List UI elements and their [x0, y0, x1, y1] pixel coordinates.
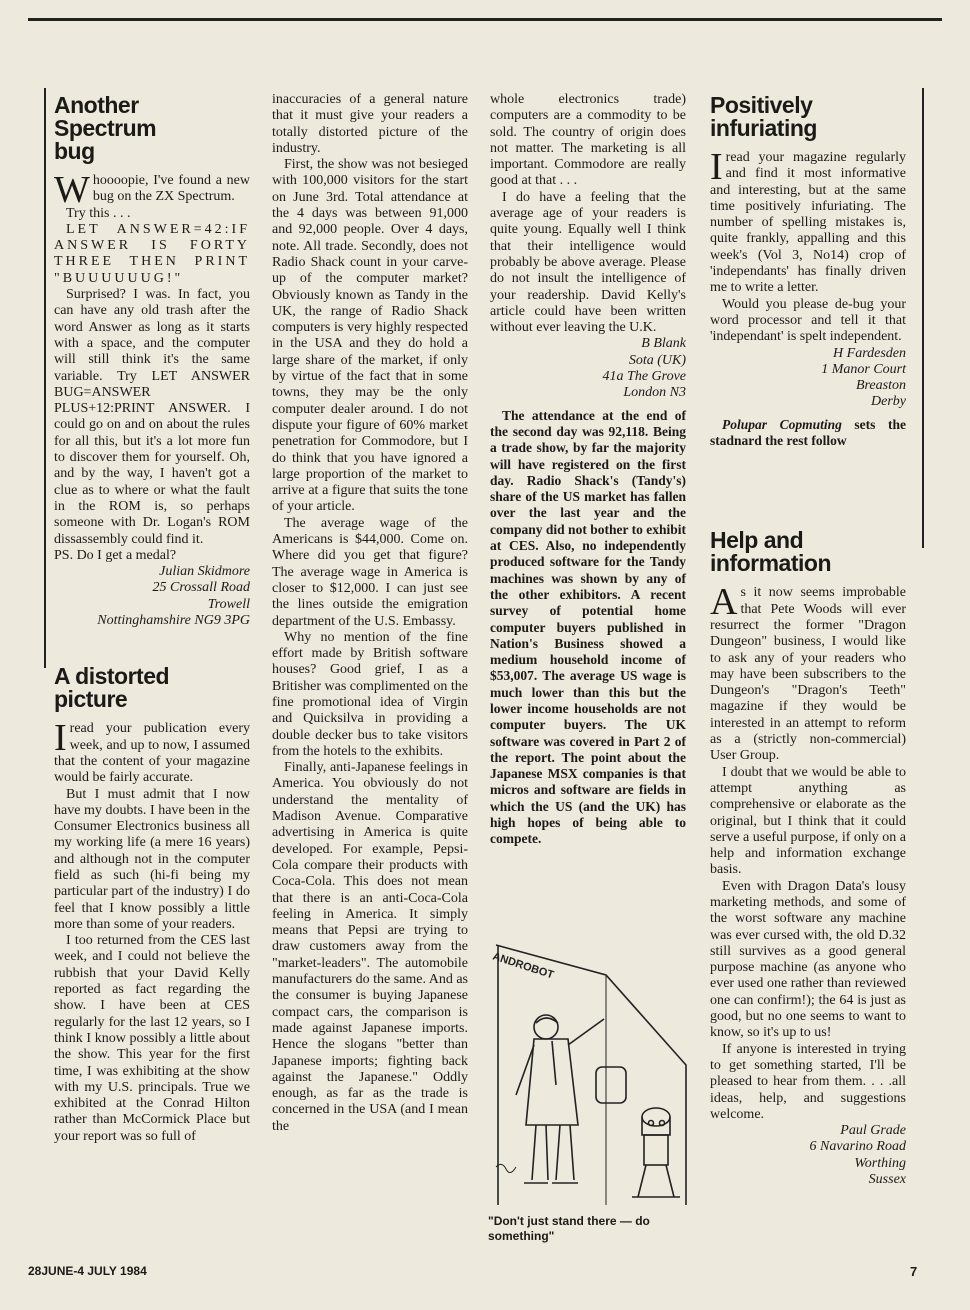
distorted-para: inaccuracies of a general nature that it must give your readers a totally distorted picture of the industry. — [272, 92, 468, 156]
column-4 — [710, 92, 906, 1188]
drop-cap: W — [54, 169, 90, 211]
signature-line: Derby — [871, 394, 906, 410]
signature-line: 6 Navarino Road — [809, 1139, 906, 1155]
signature-line: Worthing — [854, 1155, 906, 1171]
page-number: 7 — [910, 1264, 918, 1279]
footer-date: 28JUNE-4 JULY 1984 — [28, 1264, 147, 1278]
distorted-para: But I must admit that I now have my doubts. I have been in the Consumer Electronics business all my working life (a mere 16 years) and although not in the computer field as such (hi-fi being my particular part of the industry) I do feel that I know possibly a little more than some of your readers. — [54, 786, 250, 932]
distorted-para: I too returned from the CES last week, and I could not believe the rubbish that your David Kelly reported as fact regarding the show. I have been at CES regularly for the last 12 years, so I think I know possibly a little about the show. This year for the first time, I was exhibiting at the show with my U.S. principals. True we exhibited at the Conrad Hilton rather than McCormick Place but your report was so full of — [54, 933, 250, 1144]
column-1 — [54, 92, 250, 1145]
column-rule-right — [922, 88, 924, 548]
signature-line: B Blank — [641, 336, 686, 352]
distorted-para: Why no mention of the fine effort made by British software houses? Good grief, I as a Britisher was complimented on the fine promotional idea of Virgin and Quicksilva in providing a double decker bus to take visitors from the hotels to the exhibits. — [272, 629, 468, 759]
spectrum-bug-para: Try this . . . — [66, 205, 131, 221]
spectrum-bug-para: Surprised? I was. In fact, you can have any old trash after the word Answer as long as it starts with a space, and the computer will still think it's the same variable. Try LET ANSWER BUG=ANSWER PLUS+12:PRINT ANSWER. I could go on and on about the rules for all this, but it's a lot more fun to discover them for yourself. Oh, and by the way, I haven't got a clue as to where or what the fault in the ROM is, so perhaps someone with Dr. Logan's ROM dissassembly could find it. — [54, 287, 250, 547]
drop-cap: I — [54, 717, 67, 760]
signature-line: Trowell — [207, 596, 250, 612]
cartoon-drawing — [486, 935, 708, 1215]
column-2 — [272, 92, 468, 1135]
distorted-para: Finally, anti-Japanese feelings in America. You obviously do not understand the mentality of Madison Avenue. Comparative advertising in America is quite developed. For example, Pepsi-Cola compare their products with Coca-Cola. This does not mean that there is an anti-Coca-Cola feeling in America. It simply means that Pepsi are trying to draw customers away from the "market-leaders". The automobile manufacturers do the same. And as the consumer is buying Japanese compact cars, the comparison is made against Japanese imports. Hence the slogans "better than Japanese imports; fighting back against the Japanese." Oddly enough, as far as the trade is concerned in the USA (and I mean the — [272, 760, 468, 1134]
distorted-para: I do have a feeling that the average age of your readers is quite young. Equally well I think that their intelligence would probably be above average. Please do not insult the intelligence of your readership. David Kelly's article could have been written without ever leaving the U.K. — [490, 189, 686, 336]
cartoon-illustration — [486, 935, 708, 1215]
editor-reply: Polupar Copmuting sets the stadnard the rest follow — [710, 416, 906, 449]
signature-line: Sota (UK) — [628, 352, 686, 368]
article-title-distorted: A distorted picture — [54, 663, 170, 713]
distorted-para: First, the show was not besieged with 100,000 visitors for the start on June 3rd. Total attendance at the 4 days was between 91,000 and 92,000 people. Over 4 days, note. All trade. Secondly, does not Radio Shack count in your carve-up of the computer market? Obviously known as Tandy in the UK, the range of Radio Shack computers is very highly respected in the USA and they do hold a large share of the market, if only by virtue of the fact that in some towns, they may be the only computer dealer around. I do not dispute your figure of 60% market penetration for Commodore, but I do think that you have ignored a large proportion of the market to arrive at a figure that suits the tone of your article. — [272, 157, 468, 515]
drop-cap: I — [710, 146, 723, 188]
help-para: As it now seems improbable that Pete Woods will ever resurrect the former "Dragon Dungeon" business, I would like to ask any of your readers who may have been subscribers to the Dungeon's "Dragon's Teeth" magazine if they would be interested in an attempt to reform as a (strictly non-commercial) User Group. — [710, 581, 906, 764]
signature-line: Sussex — [868, 1172, 906, 1188]
signature-line: 25 Crossall Road — [152, 580, 250, 596]
help-para: If anyone is interested in trying to get something started, I'll be pleased to hear from them. . . .all ideas, help, and suggestions welcome. — [710, 1041, 906, 1122]
cartoon-caption: "Don't just stand there — do something" — [488, 1214, 650, 1243]
postscript: PS. Do I get a medal? — [54, 547, 177, 563]
spectrum-bug-para: Whoooopie, I've found a new bug on the ZX Spectrum. — [54, 169, 250, 211]
signature-line: 1 Manor Court — [821, 361, 906, 377]
column-3 — [490, 92, 686, 848]
infuriating-para: Would you please de-bug your word processor and tell it that 'independant' is spelt independent. — [710, 296, 906, 345]
article-title-help: Help and information — [710, 527, 831, 577]
editor-reply: The attendance at the end of the second day was 92,118. Being a trade show, by far the majority will have registered on the first day. Radio Shack's (Tandy's) share of the US market has fallen over the last year and the company did not bother to exhibit at CES. Also, no independently produced software for the Tandy machines was shown by any of the other exhibitors. A recent survey of potential home computer buyers published in Nation's Business showed a medium household income of $53,007. The average US wage is much lower than this but the lower income households are not computer buyers. The UK software was covered in Part 2 of the report. The point about the Japanese MSX companies is that micros and software are fields in which the US (and the UK) has high hopes of being able to compete. — [490, 407, 686, 847]
signature-line: Nottinghamshire NG9 3PG — [97, 613, 250, 629]
infuriating-para: Iread your magazine regularly and find it most informative and interesting, but at the same time positively infuriating. The number of spelling mistakes is, quite frankly, appalling and this week's (Vol 3, No14) crop of 'independants' has finally driven me to write a letter. — [710, 146, 906, 296]
cartoon-sign: ANDROBOT — [491, 950, 556, 982]
signature-line: Paul Grade — [840, 1123, 906, 1139]
distorted-para: whole electronics trade) computers are a commodity to be sold. The country of origin does not matter. The marketing is all important. Commodore are really good at that . . . — [490, 92, 686, 189]
top-rule — [28, 18, 942, 21]
article-title-spectrum-bug: Another Spectrum bug — [54, 92, 157, 164]
distorted-para: Iread your publication every week, and up to now, I assumed that the content of your magazine would be fairly accurate. — [54, 717, 250, 786]
signature-line: 41a The Grove — [602, 369, 686, 385]
article-title-infuriating: Positively infuriating — [710, 92, 817, 141]
signature-line: London N3 — [623, 385, 686, 401]
help-para: Even with Dragon Data's lousy marketing methods, and some of the worst software any machine was ever cursed with, the old D.32 still survives as a good general purpose machine (as anyone who ever used one rather than reviewed one can confirm!); the 64 is just as good, but no one seems to want to know, so it's up to us! — [710, 878, 906, 1041]
help-para: I doubt that we would be able to attempt anything as comprehensive or elaborate as the original, but I think that it could serve a useful purpose, if only on a help and information exchange basis. — [710, 764, 906, 878]
signature-line: Breaston — [855, 378, 906, 394]
signature-line: H Fardesden — [833, 345, 906, 361]
drop-cap: A — [710, 581, 738, 624]
signature-line: Julian Skidmore — [159, 564, 250, 580]
distorted-para: The average wage of the Americans is $44,000. Come on. Where did you get that figure? The average wage in America is closer to $12,000. I can just see the lines outside the emigration department of the U.S. Embassy. — [272, 515, 468, 629]
column-rule-left — [44, 88, 46, 668]
code-line: LET ANSWER=42:IF ANSWER IS FORTY THREE THEN PRINT "BUUUUUUG!" — [54, 221, 250, 286]
